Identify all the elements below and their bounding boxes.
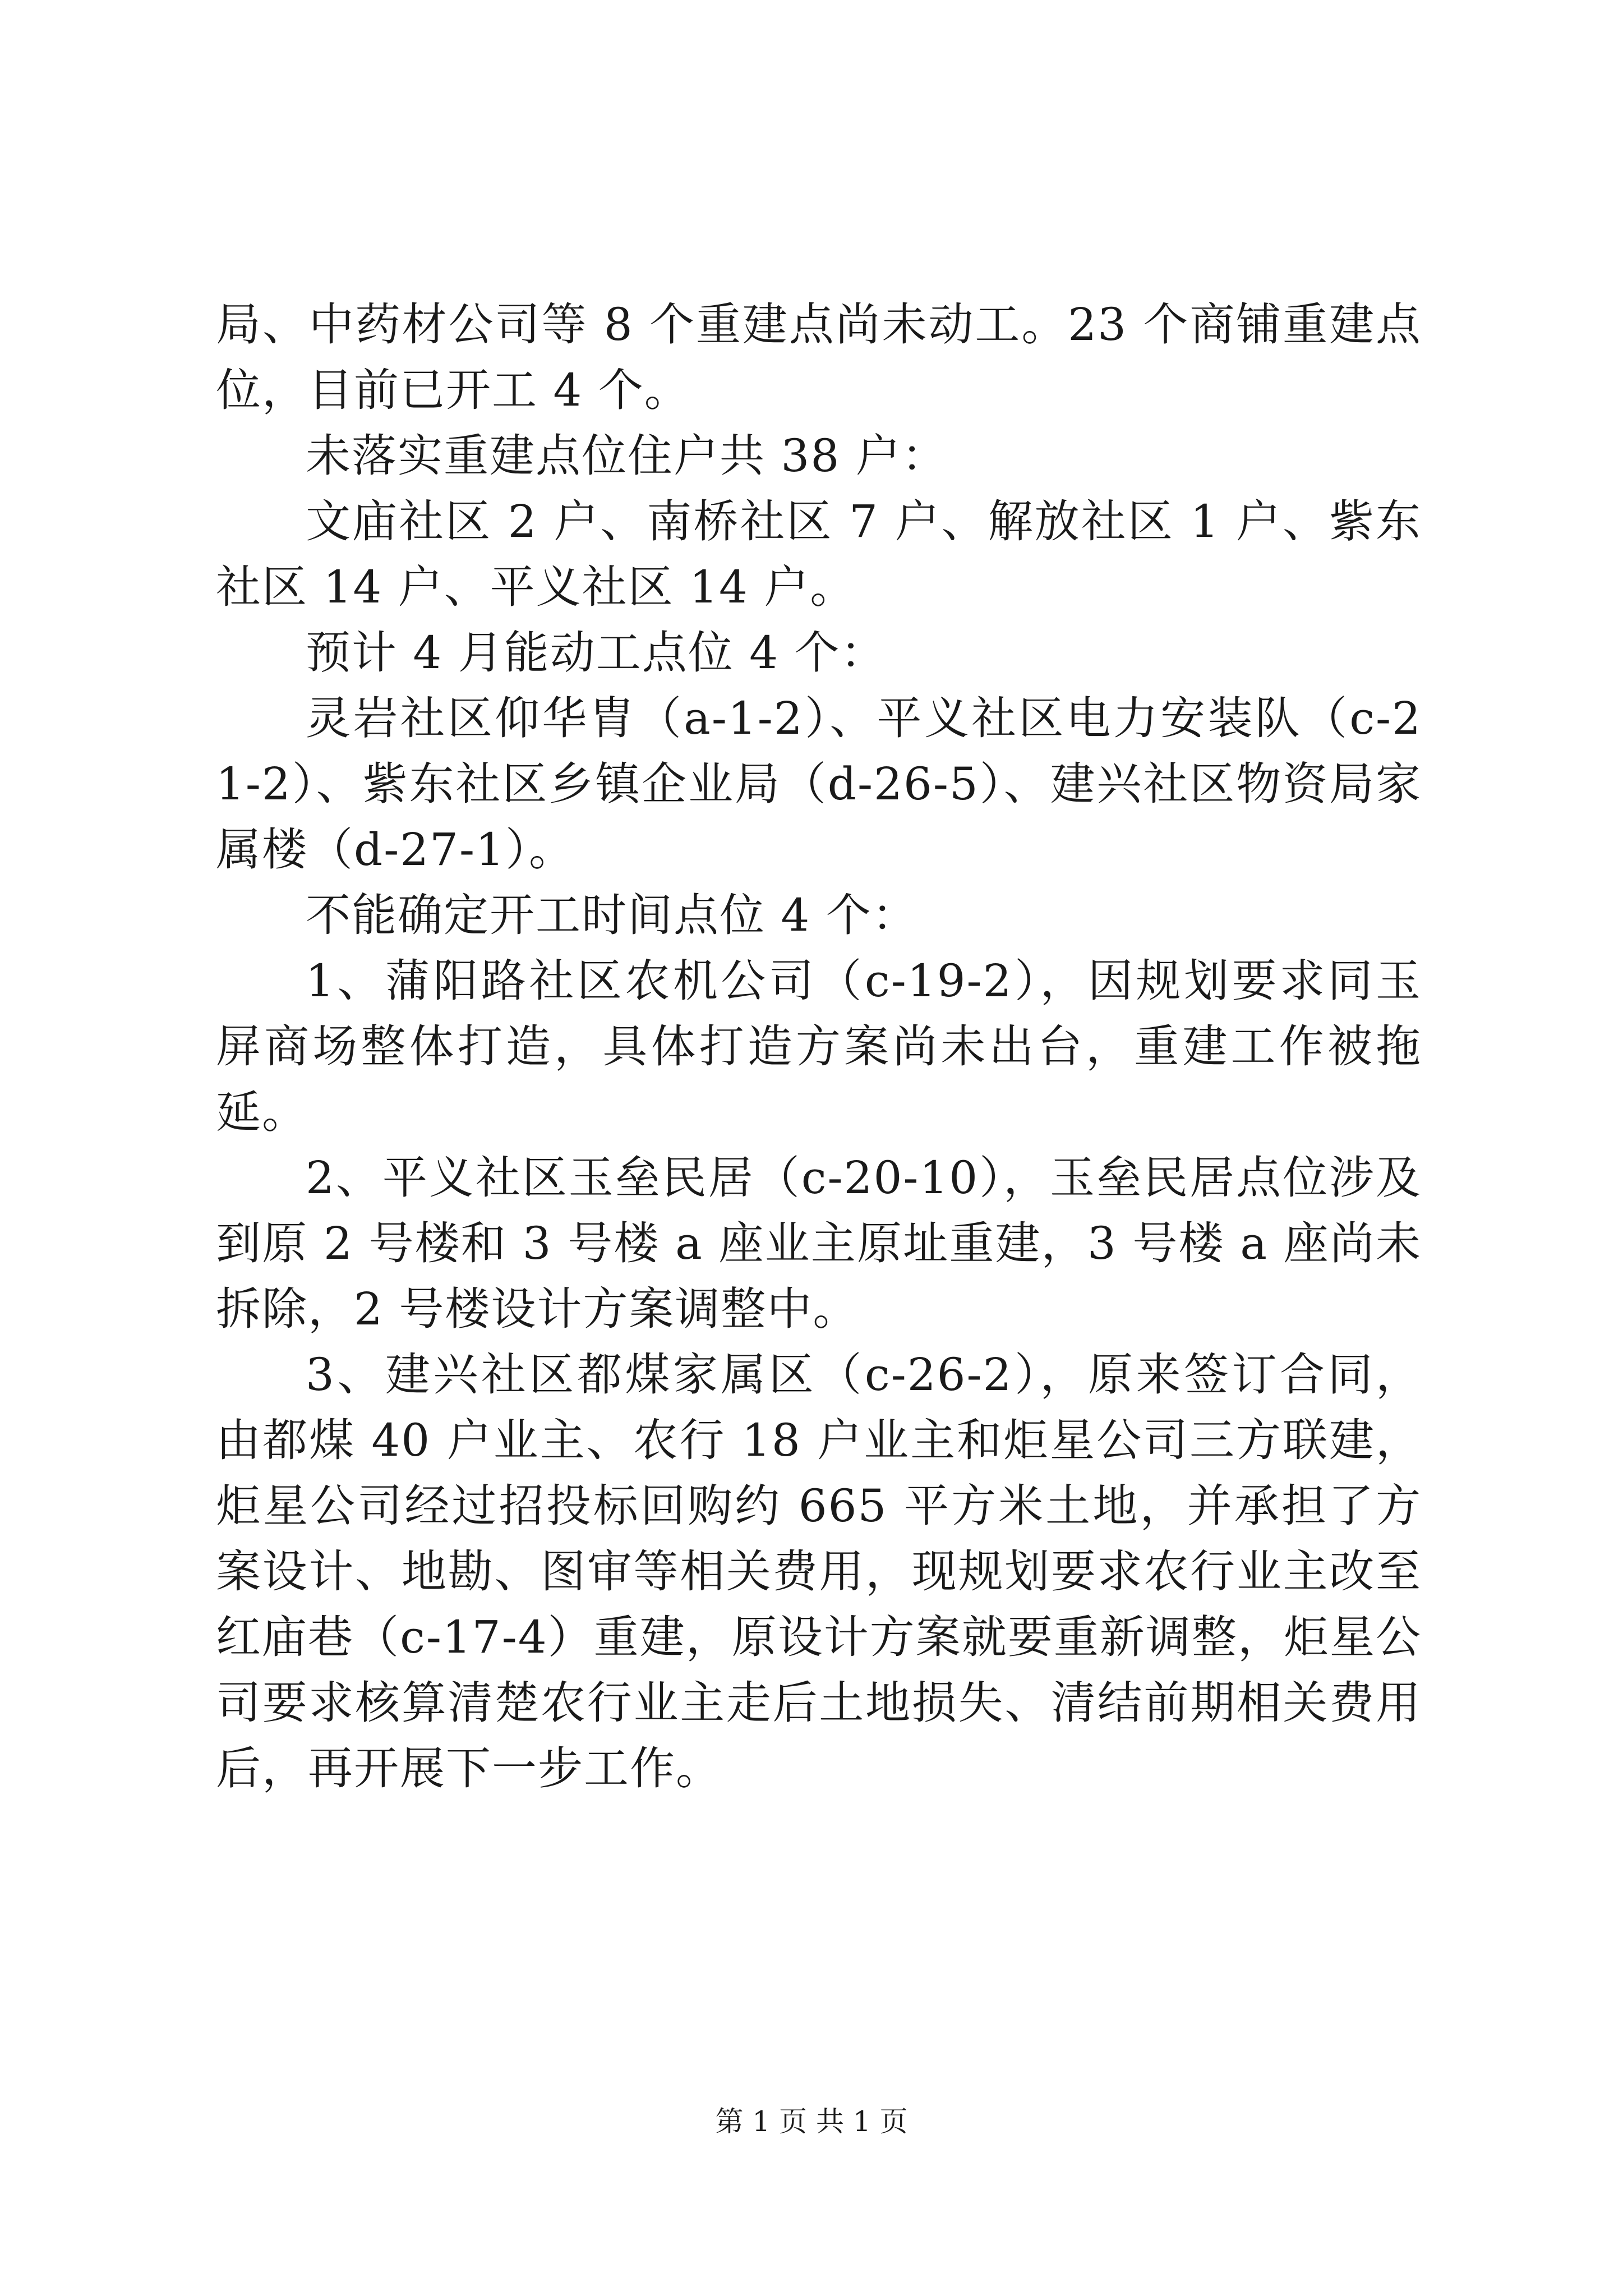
paragraph-3: 文庙社区 2 户、南桥社区 7 户、解放社区 1 户、紫东社区 14 户、平义社区 14 户。 <box>216 495 1422 613</box>
paragraph-7: 1、蒲阳路社区农机公司（c-19-2），因规划要求同玉屏商场整体打造，具体打造方案尚未出台，重建工作被拖延。 <box>216 955 1422 1138</box>
paragraph-8: 2、平义社区玉垒民居（c-20-10），玉垒民居点位涉及到原 2 号楼和 3 号楼 a 座业主原址重建，3 号楼 a 座尚未拆除，2 号楼设计方案调整中。 <box>216 1152 1422 1335</box>
page-footer: 第 1 页 共 1 页 <box>715 2105 908 2138</box>
document-body <box>216 292 1422 1801</box>
paragraph-1: 局、中药材公司等 8 个重建点尚未动工。23 个商铺重建点位，目前已开工 4 个。 <box>216 298 1422 416</box>
paragraph-9: 3、建兴社区都煤家属区（c-26-2），原来签订合同，由都煤 40 户业主、农行 18 户业主和炬星公司三方联建，炬星公司经过招投标回购约 665 平方米土地，并承担了方案设计、地勘、图审等相关费用，现规划要求农行业主改至红庙巷（c-17-4）重建，原设计方案就要重新调整，炬星公司要求核算清楚农行业主走后土地损失、清结前期相关费用后，再开展下一步工作。 <box>216 1349 1422 1795</box>
paragraph-6: 不能确定开工时间点位 4 个： <box>306 889 918 941</box>
paragraph-4: 预计 4 月能动工点位 4 个： <box>306 627 887 679</box>
paragraph-2: 未落实重建点位住户共 38 户： <box>306 430 948 482</box>
paragraph-5: 灵岩社区仰华胄（a-1-2）、平义社区电力安装队（c-21-2）、紫东社区乡镇企业局（d-26-5）、建兴社区物资局家属楼（d-27-1）。 <box>216 692 1422 876</box>
